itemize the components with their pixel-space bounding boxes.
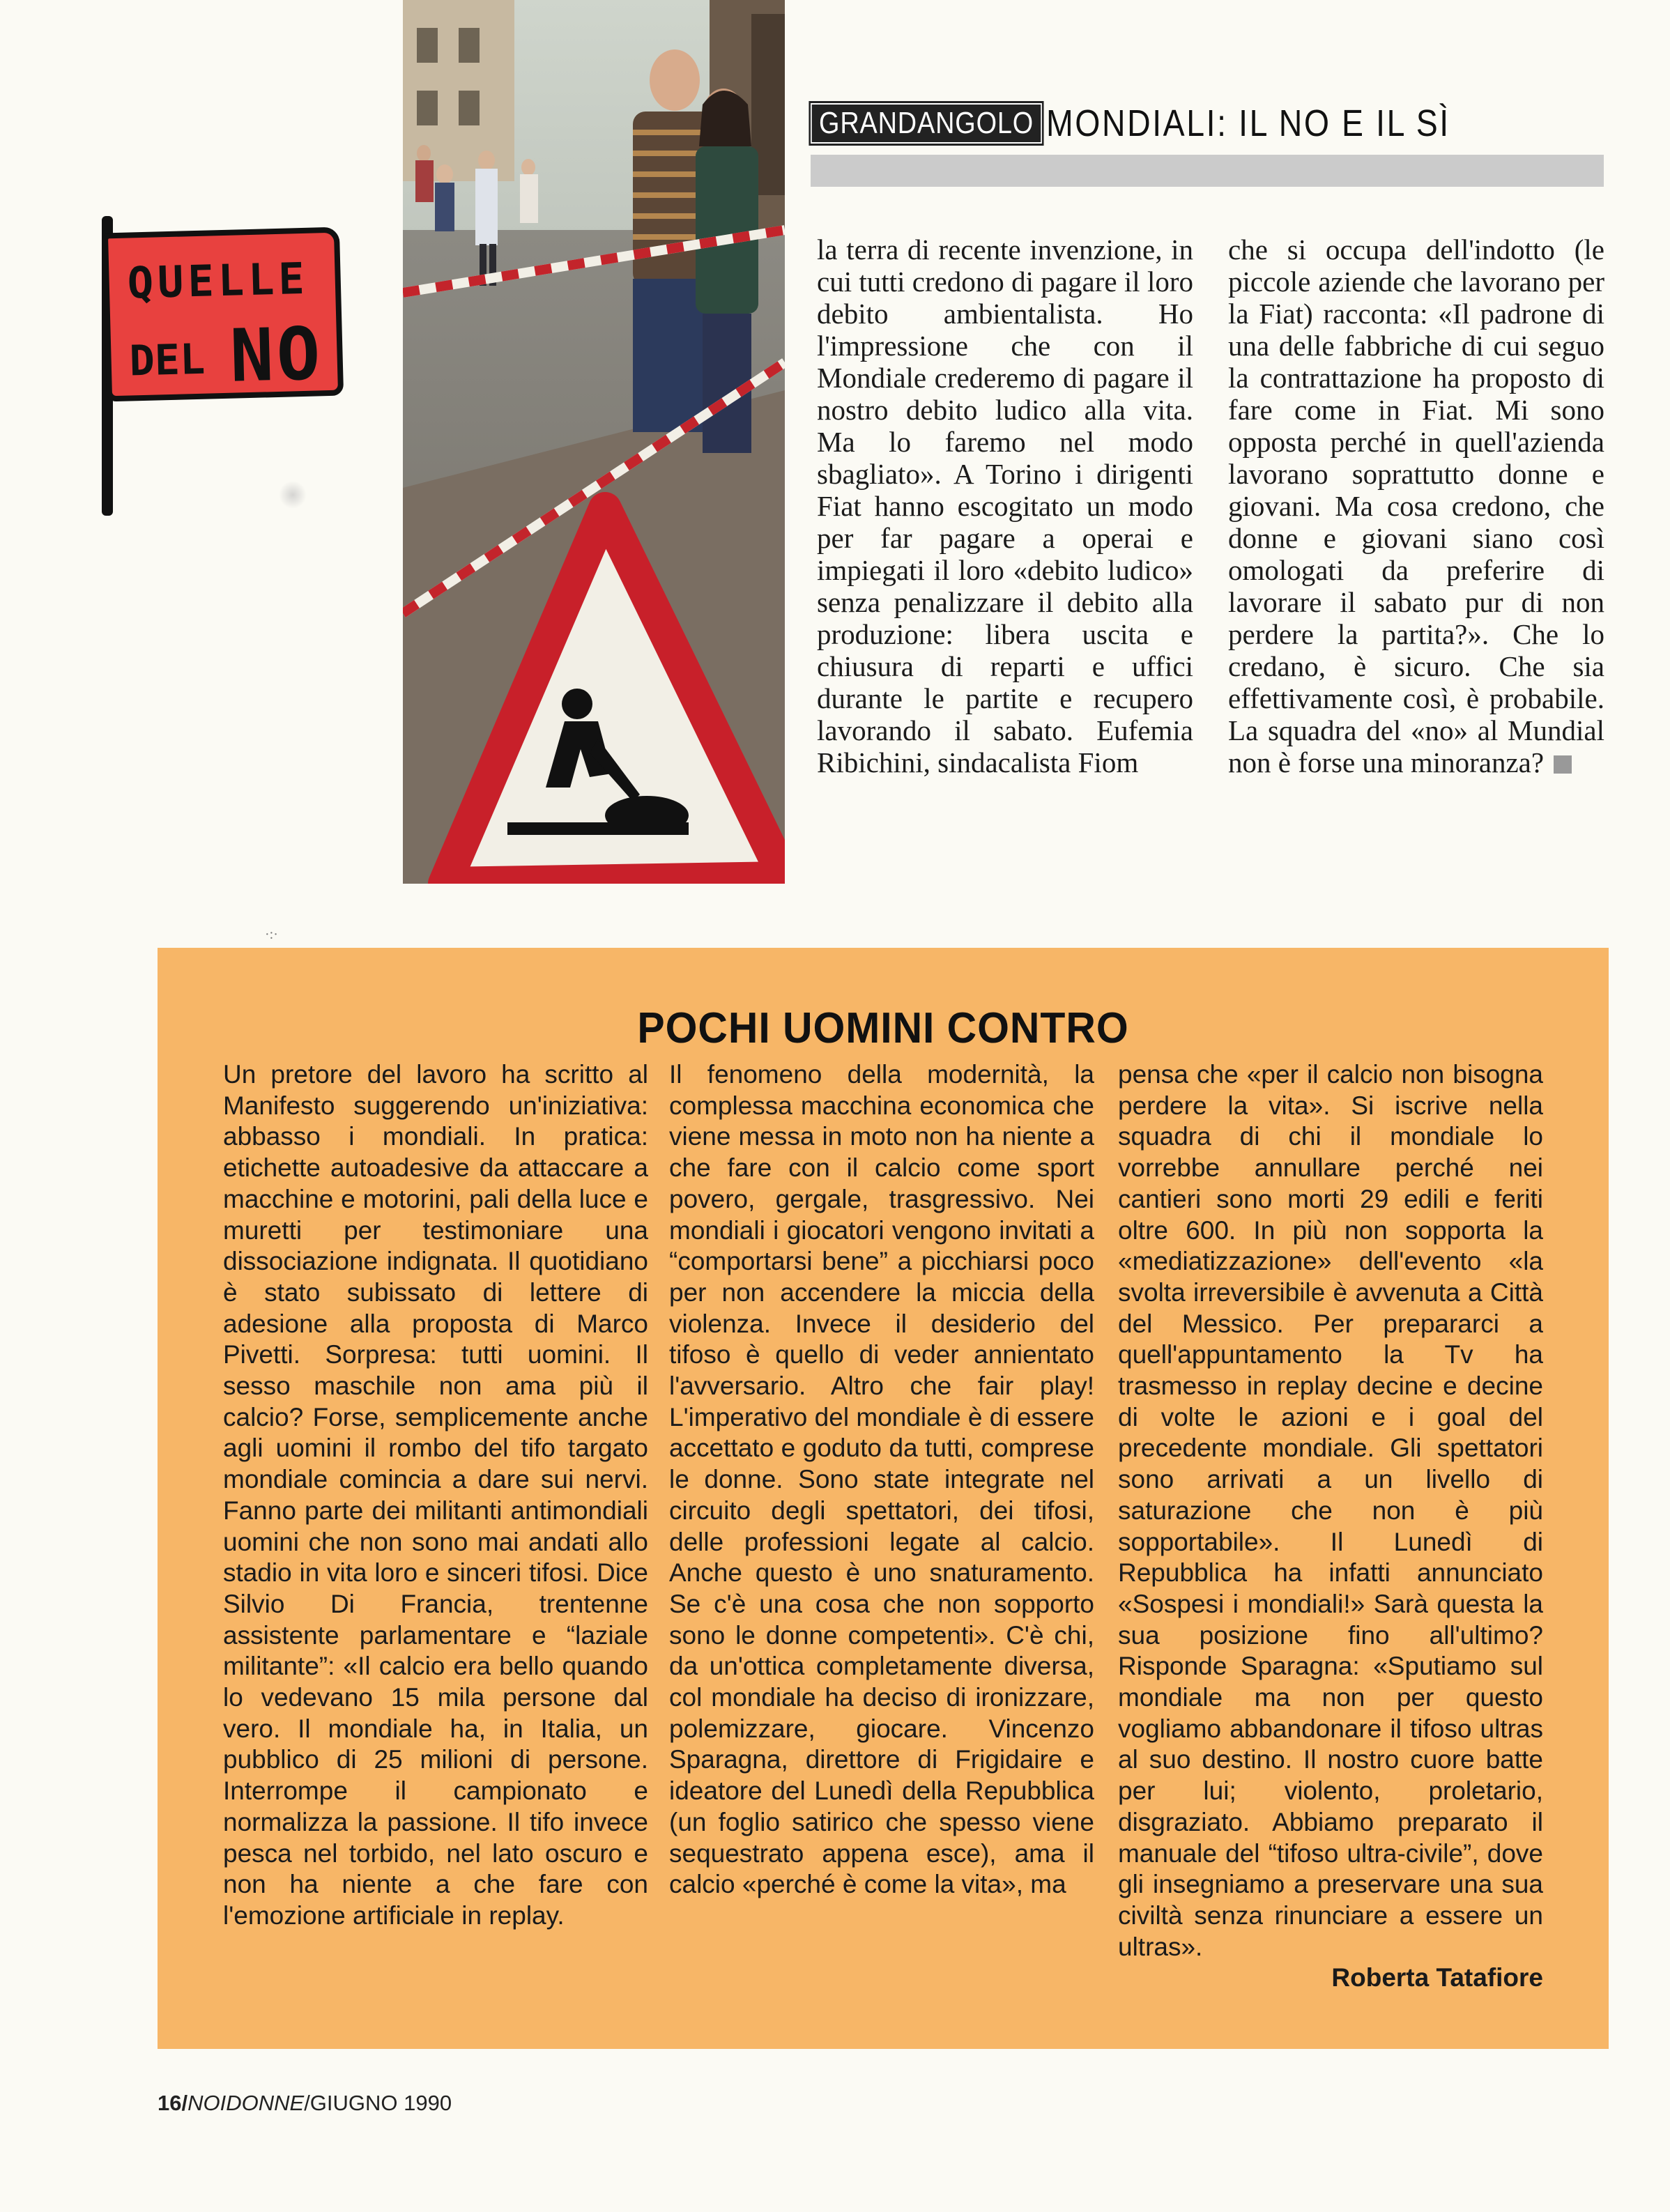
section-header — [811, 102, 1516, 145]
flag-line-2 — [128, 311, 324, 401]
quelle-del-no-flag — [102, 227, 344, 402]
box-column-3-text: pensa che «per il calcio non bisogna perdere la vita». Si iscrive nella squadra di chi il mondiale lo vorrebbe annullare perché nei cantieri sono morti 29 edili e feriti oltre 600. In più non sopporta la «mediatizzazione» dell'evento «la svolta irreversibile è avvenuta a Città del Messico. Per prepararci a quell'appuntamento la Tv ha trasmesso in replay decine e decine di volte le azioni e i goal del precedente mondiale. Gli spettatori sono arrivati a un livello di saturazione che non è più sopportabile». Il Lunedì di Repubblica ha infatti annunciato «Sospesi i mondiali!» Sarà questa la sua posizione fino all'ultimo? Risponde Sparagna: «Sputiamo sul mondiale ma non per questo vogliamo abbandonare il tifoso ultras al suo destino. Il nostro cuore batte per lui; violento, proletario, disgraziato. Abbiamo preparato il manuale del “tifoso ultra-civile”, dove gli insegniamo a preservare una sua civiltà senza rinunciare a essere un ultras». — [1118, 1060, 1543, 1961]
author-signature: Roberta Tatafiore — [1331, 1963, 1543, 1992]
flag-line-2-big: NO — [229, 311, 324, 399]
street-photo — [403, 0, 785, 884]
box-column-2: Il fenomeno della modernità, la complessa macchina economica che viene messa in moto non ha niente a che fare con il calcio come sport povero, gergale, trasgressivo. Nei mondiali i giocatori vengono invitati a “comportarsi bene” a picchiarsi poco per non accendere la miccia della violenza. Invece il desiderio del tifoso è quello di veder annientato l'avversario. Altro che fair play! L'imperativo del mondiale è di essere accettato e goduto da tutti, comprese le donne. Sono state integrate nel circuito degli spettatori, dei tifosi, delle professioni legate al calcio. Anche questo è uno snaturamento. Se c'è una cosa che non sopporto sono le donne competenti». C'è chi, da un'ottica completamente diversa, col mondiale ha deciso di ironizzare, polemizzare, giocare. Vincenzo Sparagna, direttore di Frigidaire e ideatore del Lunedì della Repubblica (un foglio satirico che spesso viene sequestrato appena esce), ama il calcio «perché è come la vita», ma — [669, 1060, 1094, 1899]
box-column-1: Un pretore del lavoro ha scritto al Manifesto suggerendo un'iniziativa: abbasso i mondiali. In pratica: etichette autoadesive da attaccare a macchine e motorini, pali della luce e muretti per testimoniare una dissociazione indignata. Il quotidiano è stato subissato di lettere di adesione alla proposta di Marco Pivetti. Sorpresa: tutti uomini. Il sesso maschile non ama più il calcio? Forse, semplicemente anche agli uomini il rombo del tifo targato mondiale comincia a dare sui nervi. Fanno parte dei militanti antimondiali uomini che non sono mai andati allo stadio in vita loro e sinceri tifosi. Dice Silvio Di Francia, trentenne assistente parlamentare e “laziale militante”: «Il calcio era bello quando lo vedevano 15 mila persone dal vero. Il mondiale ha, in Italia, un pubblico di 25 milioni di persone. Interrompe il campionato e normalizza la passione. Il tifo invece pesca nel torbido, nel lato oscuro e non ha niente a che fare con l'emozione artificiale in replay. — [223, 1060, 648, 1930]
end-of-article-square — [1554, 755, 1572, 774]
ink-smudge — [279, 481, 307, 509]
box-column-3 — [1118, 1059, 1543, 1994]
box-title: POCHI UOMINI CONTRO — [637, 1004, 1129, 1052]
page-folio — [158, 2091, 452, 2116]
flag-line-1: QUELLE — [126, 252, 309, 309]
top-article-column-1: la terra di recente invenzione, in cui tutti credono di pagare il loro debito ambientalista. Ho l'impressione che con il Mondiale crederemo di pagare il nostro debito ludico alla vita. Ma lo faremo nel modo sbagliato». A Torino i dirigenti Fiat hanno escogitato un modo per far pagare a operai e impiegati il loro «debito ludico» senza penalizzare il debito alla produzione: libera uscita e chiusura di reparti e uffici durante le partite e recupero lavorando il sabato. Eufemia Ribichini, sindacalista Fiom — [817, 233, 1193, 778]
flag-line-2-small: DEL — [128, 335, 206, 386]
section-kicker: GRANDANGOLO — [811, 103, 1042, 144]
print-speckles: ·:· — [265, 927, 278, 942]
header-rule — [811, 155, 1604, 187]
top-article-column-2-text: che si occupa dell'indotto (le piccole aziende che lavorano per la Fiat) racconta: «Il padrone di una delle fabbriche di cui seguo la contrattazione ha proposto di fare come in Fiat. Mi sono opposta perché in quell'azienda lavorano soprattutto donne e giovani. Ma cosa credono, che donne e giovani siano così omologati da preferire di lavorare il sabato pur di non perdere la partita?». Che lo credano, è sicuro. Che sia effettivamente così, è probabile. La squadra del «no» al Mundial non è forse una minoranza? — [1228, 233, 1604, 778]
top-article-column-2 — [1228, 233, 1604, 778]
magazine-name: NOIDONNE — [187, 2091, 305, 2115]
sidebar-box — [158, 948, 1609, 2049]
issue-date: /GIUGNO 1990 — [304, 2091, 452, 2115]
page-number: 16/ — [158, 2091, 188, 2115]
section-headline: MONDIALI: IL NO E IL SÌ — [1046, 102, 1450, 144]
